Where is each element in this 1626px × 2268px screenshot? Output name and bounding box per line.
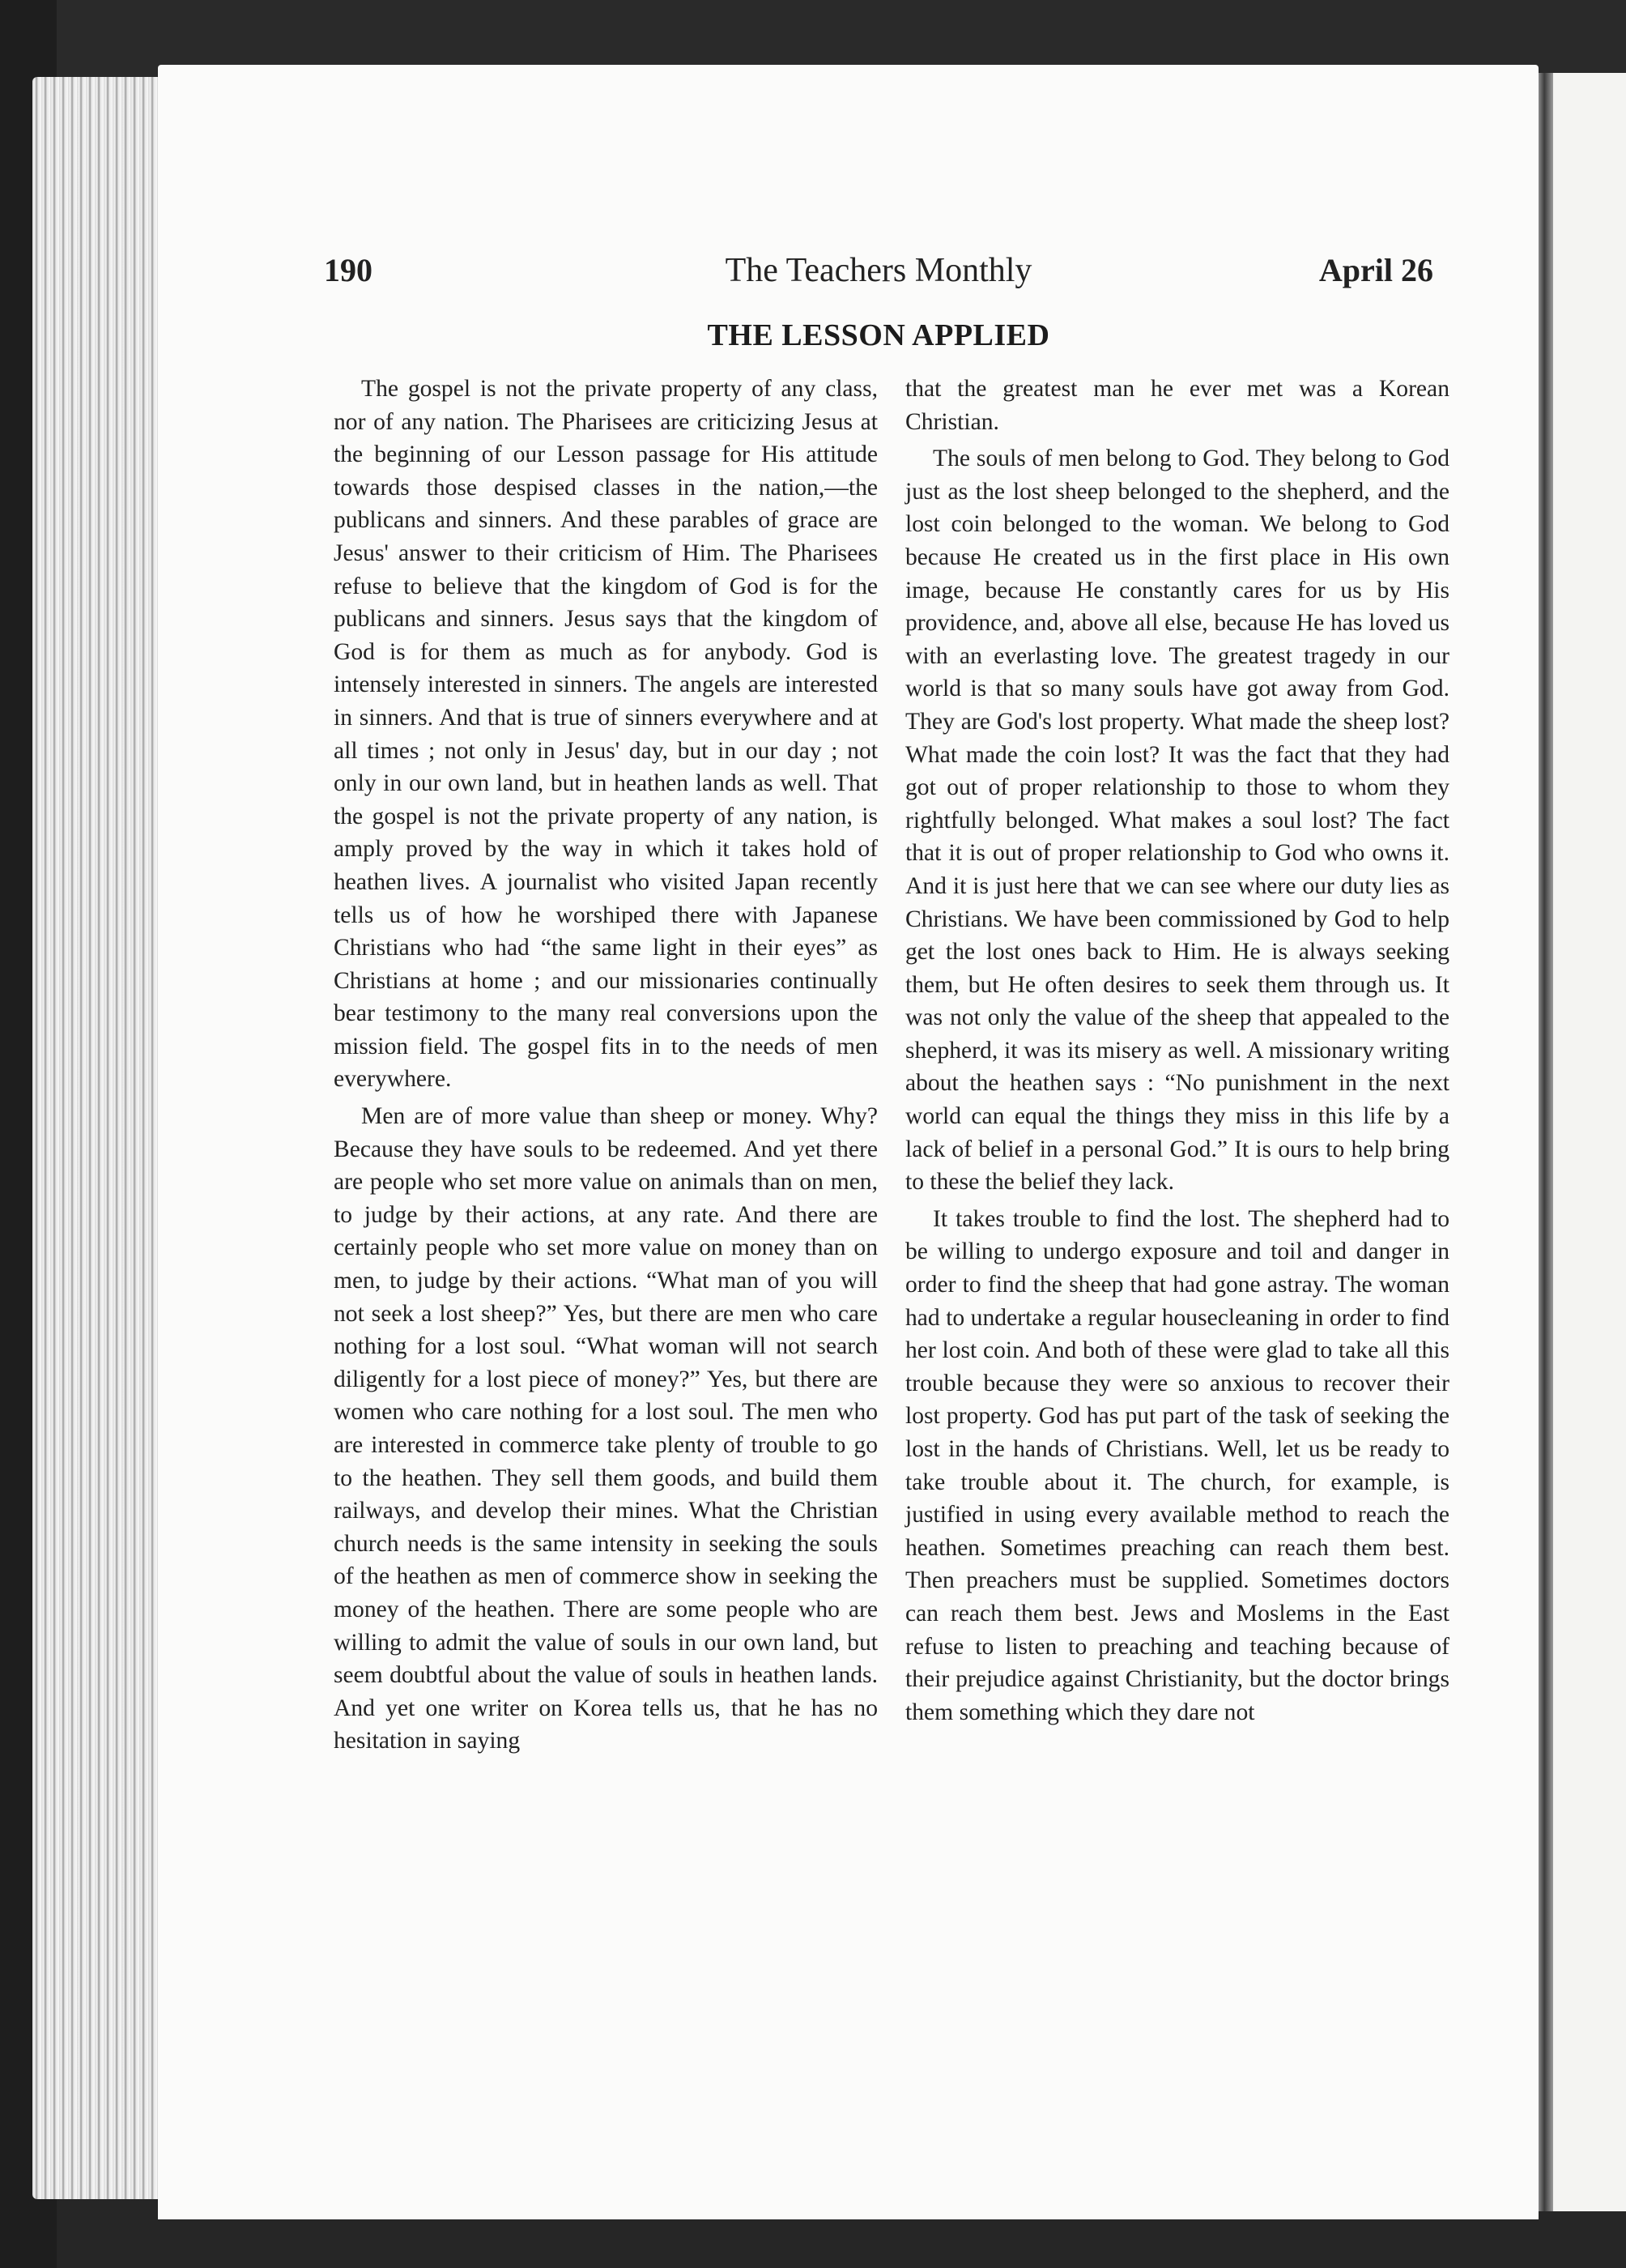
paragraph: Men are of more value than sheep or money. Why? Because they have souls to be redeemed. And yet there are people who set more value on animals than on men, to judge by their actions, at any rate. And there are certainly people who set more value on money than on men, to judge by their actions. “What man of you will not seek a lost sheep?” Yes, but there are men who care nothing for a lost soul. “What woman will not search diligently for a lost piece of money?” Yes, but there are women who care nothing for a lost soul. The men who are interested in commerce take plenty of trouble to go to the heathen. They sell them goods, and build them railways, and develop their mines. What the Christian church needs is the same intensity in seeking the souls of the heathen as men of commerce show in seeking the money of the heathen. There are some people who are willing to admit the value of souls in our own land, but seem doubtful about the value of souls in heathen lands. And yet one writer on Korea tells us, that he has no hesitation in saying [334, 1103, 878, 1754]
running-head [324, 251, 1433, 300]
section-title: THE LESSON APPLIED [707, 318, 1050, 352]
paragraph: It takes trouble to find the lost. The shepherd had to be willing to undergo exposure and toil and danger in order to find the sheep that had gone astray. The woman had to undertake a regular housecleaning in order to find her lost coin. And both of these were glad to take all this trouble because they were so anxious to recover their lost property. God has put part of the task of seeking the lost in the hands of Christians. Well, let us be ready to take trouble about it. The church, for example, is justified in using every available method to reach the heathen. Sometimes preaching can reach them best. Then preachers must be supplied. Sometimes doctors can reach them best. Jews and Moslems in the East refuse to listen to preaching and teaching because of their prejudice against Christianity, but the doctor brings them something which they dare not [905, 1205, 1449, 1725]
paragraph: The souls of men belong to God. They belong to God just as the lost sheep belonged to the shepherd, and the lost coin belonged to the woman. We belong to God because He created us in the first place in His own image, because He constantly cares for us by His providence, and, above all else, because He has loved us with an everlasting love. The greatest tragedy in our world is that so many souls have got away from God. They are God's lost property. What made the sheep lost? What made the coin lost? It was the fact that they had got out of proper relationship to those to whom they rightfully belonged. What makes a soul lost? The fact that it is out of proper relationship to God who owns it. And it is just here that we can see where our duty lies as Christians. We have been commissioned by God to help get the lost ones back to Him. He is always seeking them, but He often desires to seek them through us. It was not only the value of the sheep that appealed to the shepherd, it was its misery as well. A missionary writing about the heathen says : “No punishment in the next world can equal the things they miss in this life by a lack of belief in a personal God.” It is ours to help bring to these the belief they lack. [905, 446, 1449, 1196]
issue-date: April 26 [1318, 252, 1433, 288]
paragraph: that the greatest man he ever met was a Korean Christian. [905, 376, 1449, 435]
paragraph: The gospel is not the private property of any class, nor of any nation. The Pharisees are criticizing Jesus at the beginning of our Lesson passage for His attitude towards those despised classes in the nation,—the publicans and sinners. And these parables of grace are Jesus' answer to their criticism of Him. The Pharisees refuse to believe that the kingdom of God is for the publicans and sinners. Jesus says that the kingdom of God is for them as much as for anybody. God is intensely interested in sinners. The angels are interested in sinners. And that is true of sinners everywhere and at all times ; not only in Jesus' day, but in our day ; not only in our own land, but in heathen lands as well. That the gospel is not the private property of any nation, is amply proved by the way in which it takes hold of heathen lives. A journalist who visited Japan recently tells us of how he worshiped there with Japanese Christians who had “the same light in their eyes” as Christians at home ; and our missionaries continually bear testimony to the many real conversions upon the mission field. The gospel fits in to the needs of men everywhere. [334, 376, 878, 1093]
right-column [905, 373, 1449, 1729]
book-gutter [1539, 73, 1553, 2211]
left-column [334, 373, 878, 1758]
journal-title: The Teachers Monthly [725, 252, 1032, 289]
page-number: 190 [324, 252, 372, 288]
